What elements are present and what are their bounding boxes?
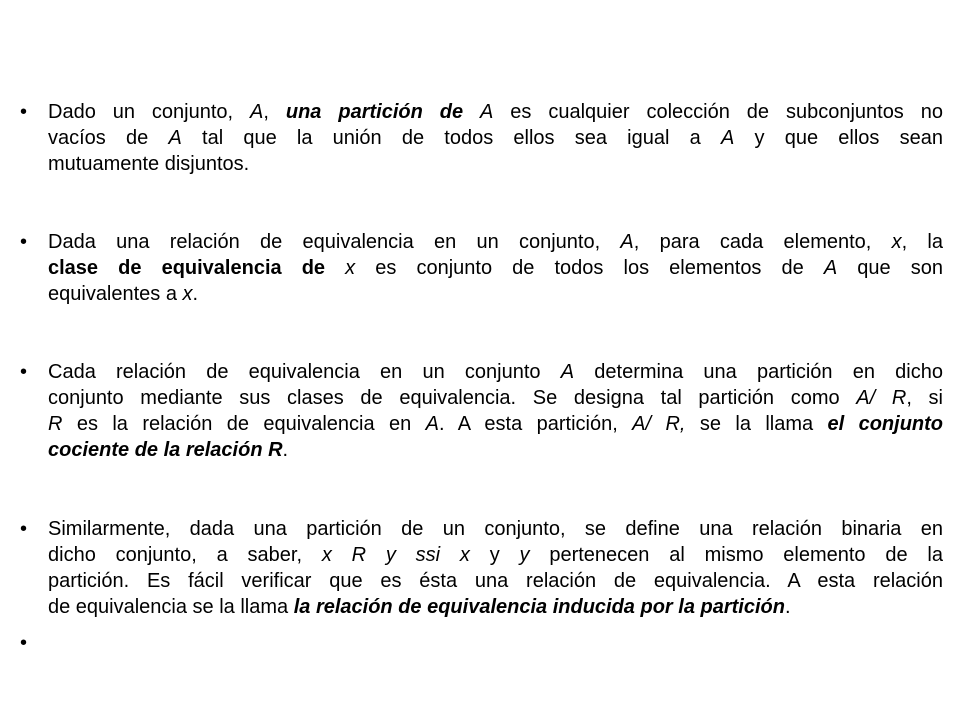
text-line bbox=[48, 359, 943, 385]
bullet-icon: • bbox=[20, 361, 28, 383]
text-line bbox=[48, 385, 943, 411]
text-line bbox=[48, 255, 943, 281]
text-run: tal que la unión de todos ellos sea igual a bbox=[181, 127, 721, 149]
text-run: x R y ssi x bbox=[321, 544, 470, 566]
text-line bbox=[48, 437, 943, 463]
text-run: y bbox=[519, 544, 530, 566]
text-line bbox=[48, 99, 943, 125]
text-line bbox=[48, 281, 943, 307]
bullet-text-induced-relation bbox=[48, 516, 943, 620]
bullet-icon: • bbox=[20, 518, 28, 540]
text-run: x bbox=[891, 231, 902, 253]
text-run: mutuamente disjuntos. bbox=[48, 153, 250, 175]
text-run: que son bbox=[837, 257, 943, 279]
text-run: Dada una relación de equivalencia en un conjunto, bbox=[48, 231, 621, 253]
text-line bbox=[48, 411, 943, 437]
text-run: , para cada elemento, bbox=[633, 231, 892, 253]
text-run: R bbox=[48, 413, 63, 435]
text-line bbox=[48, 568, 943, 594]
text-run: . bbox=[282, 439, 289, 461]
text-run: se la llama bbox=[685, 413, 828, 435]
text-run: es conjunto de todos los elementos de bbox=[355, 257, 824, 279]
text-run: equivalentes a bbox=[48, 283, 183, 305]
text-run: A bbox=[480, 101, 494, 123]
bullet-text-quotient-set bbox=[48, 359, 943, 463]
text-run: es la relación de equivalencia en bbox=[62, 413, 426, 435]
bullet-text-equivalence-class bbox=[48, 229, 943, 307]
text-run: de equivalencia se la llama bbox=[48, 596, 294, 618]
text-run: clase de equivalencia de bbox=[48, 257, 326, 279]
text-run: dicho conjunto, a saber, bbox=[48, 544, 322, 566]
text-run: A bbox=[823, 257, 838, 279]
text-run: A/ R, bbox=[632, 413, 686, 435]
text-run: A bbox=[620, 231, 634, 253]
text-run: x bbox=[182, 283, 193, 305]
text-run: partición. Es fácil verificar que es ésta una relación de equivalencia. A esta relación bbox=[48, 570, 943, 592]
text-run: , si bbox=[906, 387, 944, 409]
text-run: Cada relación de equivalencia en un conjunto bbox=[48, 361, 561, 383]
text-run: determina una partición en dicho bbox=[574, 361, 943, 383]
text-run bbox=[463, 101, 480, 123]
bullet-text-partition bbox=[48, 99, 943, 177]
text-line bbox=[48, 125, 943, 151]
text-run: A bbox=[168, 127, 182, 149]
text-line bbox=[48, 151, 943, 177]
text-run: A bbox=[720, 127, 735, 149]
text-run: una partición de bbox=[285, 101, 464, 123]
text-run: , bbox=[263, 101, 286, 123]
text-run: pertenecen al mismo elemento de la bbox=[529, 544, 943, 566]
text-run: A/ R bbox=[856, 387, 907, 409]
text-run: cociente de la relación R bbox=[48, 439, 283, 461]
text-run: . bbox=[784, 596, 791, 618]
text-run: y que ellos sean bbox=[734, 127, 943, 149]
text-run: A bbox=[425, 413, 439, 435]
text-run: . bbox=[192, 283, 199, 305]
text-run bbox=[325, 257, 345, 279]
text-run: Similarmente, dada una partición de un conjunto, se define una relación binaria en bbox=[48, 518, 943, 540]
text-line bbox=[48, 229, 943, 255]
text-run: , la bbox=[901, 231, 943, 253]
text-run: la relación de equivalencia inducida por la partición bbox=[293, 596, 785, 618]
text-run: A bbox=[250, 101, 264, 123]
text-line bbox=[48, 542, 943, 568]
text-run: vacíos de bbox=[48, 127, 169, 149]
bullet-icon: • bbox=[20, 632, 28, 654]
bullet-icon: • bbox=[20, 231, 28, 253]
text-run: y bbox=[469, 544, 520, 566]
text-run: x bbox=[345, 257, 356, 279]
text-run: Dado un conjunto, bbox=[48, 101, 251, 123]
text-run: . A esta partición, bbox=[438, 413, 633, 435]
text-run: conjunto mediante sus clases de equivalencia. Se designa tal partición como bbox=[48, 387, 857, 409]
text-line bbox=[48, 594, 943, 620]
bullet-icon: • bbox=[20, 101, 28, 123]
text-run: A bbox=[560, 361, 575, 383]
text-run: es cualquier colección de subconjuntos no bbox=[493, 101, 943, 123]
text-run: el conjunto bbox=[827, 413, 944, 435]
text-line bbox=[48, 516, 943, 542]
